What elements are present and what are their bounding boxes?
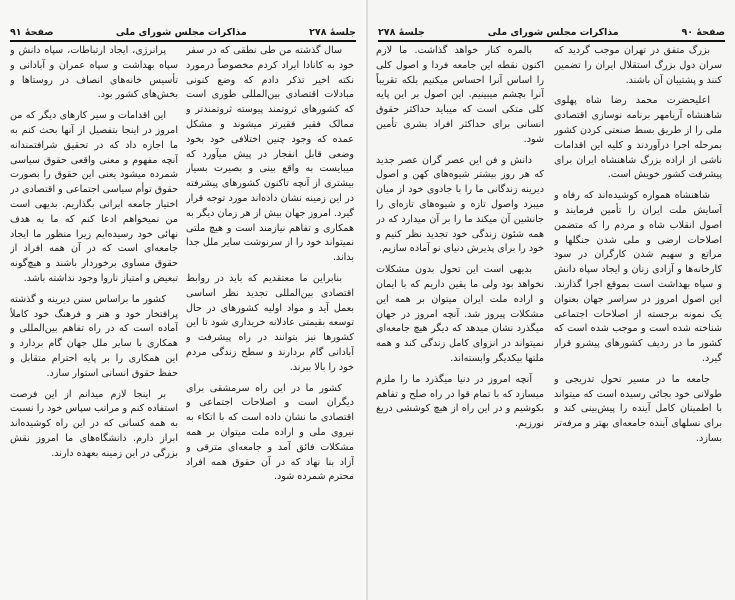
paragraph: کشور ما براساس سنن دیرینه و گذشته پرافتخار خود و هنر و فرهنگ خود کاملاً آماده است که در راه تفاهم بین‌المللی و همکاری با سایر ملل جهان گام بردارد و این همکاری را بر پایه احترام متقابل و حفظ حقوق انسانی استوار سازد. <box>10 293 178 379</box>
running-title: مذاکرات مجلس شورای ملی <box>115 27 247 38</box>
text-column-right <box>186 44 354 592</box>
left-page <box>0 0 366 600</box>
page-header <box>10 24 356 42</box>
page-number: صفحهٔ ۹۱ <box>10 27 54 38</box>
page-number: صفحهٔ ۹۰ <box>681 27 725 38</box>
session-number: جلسهٔ ۲۷۸ <box>309 27 356 38</box>
paragraph: این اقدامات و سیر کارهای دیگر که من امروز در اینجا بتفصیل از آنها بحث کنم به ما اجازه داد که در تحقیق شرافتمندانه آنچه مفهوم و معنی واقعی حقوق سیاسی شمرده میشود یعنی این حقوق را بصورت حقوق توأم سیاسی اجتماعی و اقتصادی در اختیار جامعه ایرانی بگذاریم. بدیهی است من نمیخواهم ادعا کنم که ما به هدف نهائی خود رسیده‌ایم زیرا منظور ما ایجاد جامعه‌ای است که در آن همه افراد از حقوق مساوی برخوردار باشند و هیچ‌گونه تبعیض و امتیاز ناروا وجود نداشته باشد. <box>10 110 178 284</box>
paragraph: اعلیحضرت محمد رضا شاه پهلوی شاهنشاه آریامهر برنامه نوسازی اقتصادی ملی را از طریق بسط صنعتی کردن کشور بمرحله اجرا درآوردند و کلیه این اقدامات ناشی از اراده بزرگ شاهنشاه ایران برای پیشرفت کشور خویش است. <box>554 95 722 181</box>
paragraph: کشور ما در این راه سرمشقی برای دیگران است و اصلاحات اجتماعی و اقتصادی ما نشان داده است که با اتکاء به نیروی ملی و اراده ملت میتوان بر همه مشکلات فائق آمد و جامعه‌ای مترقی و آزاد بنا نهاد که در آن حقوق همه افراد محترم شمرده شود. <box>186 382 354 483</box>
session-number: جلسهٔ ۲۷۸ <box>378 27 425 38</box>
text-column-left <box>10 44 178 592</box>
paragraph: شاهنشاه همواره کوشیده‌اند که رفاه و آسایش ملت ایران را تأمین فرمایند و اصول انقلاب شاه و مردم را که متضمن اصلاحات ارضی و ملی شدن جنگلها و مراتع و سهیم شدن کارگران در سود کارخانه‌ها و آزادی زنان و ایجاد سپاه دانش و سپاه بهداشت است بموقع اجرا گذارند. این اصول امروز در سراسر جهان بعنوان یک نمونه برجسته از اصلاحات اجتماعی شناخته شده است و موجب شده است که کشور ما در ردیف کشورهای پیشرو قرار گیرد. <box>554 190 722 364</box>
paragraph: بنابراین ما معتقدیم که باید در روابط اقتصادی بین‌المللی تجدید نظر اساسی بعمل آید و مواد اولیه کشورهای در حال توسعه بقیمتی عادلانه خریداری شود تا این کشورها نیز بتوانند در راه پیشرفت و آبادانی گام بردارند و سطح زندگی مردم خود را بالا ببرند. <box>186 272 354 373</box>
paragraph: بدیهی است این تحول بدون مشکلات نخواهد بود ولی ما یقین داریم که با ایمان و اراده ملت ایران میتوان بر همه این مشکلات پیروز شد. آنچه امروز در جهان میگذرد نشان میدهد که دیگر هیچ جامعه‌ای نمیتواند در انزوای کامل زندگی کند و همه ملتها بیکدیگر وابسته‌اند. <box>376 264 544 364</box>
page-header <box>378 24 725 42</box>
paragraph: دانش و فن این عصر گران عصر جدید که هر روز بیشتر شیوه‌های کهن و اصول دیرینه زندگانی ما را با جادوی خود از میان میبرد واصول تازه و شیوه‌های تازه‌ای را جانشین آن میکند ما را بر آن میدارد که در همه شئون زندگی خود تجدید نظر کنیم و خود را برای پذیرش دنیای نو آماده سازیم. <box>376 154 544 255</box>
paragraph: پرانرژی، ایجاد ارتباطات، سپاه دانش و سپاه بهداشت و سپاه عمران و آبادانی و تأسیس خانه‌های انصاف در روستاها و بخش‌های کشور بود. <box>10 45 178 101</box>
running-title: مذاکرات مجلس شورای ملی <box>487 27 619 38</box>
text-column-right <box>554 44 722 592</box>
paragraph: سال گذشته من طی نطقی که در سفر خود به کانادا ایراد کردم مخصوصاً درمورد نکته اخیر تذکر دادم که وضع کنونی مبادلات اقتصادی بین‌المللی طوری است که کشورهای ثروتمند پیوسته ثروتمندتر و ممالک فقیر فقیرتر میشوند و مشکل عمده که وجود چنین اختلافی خود بخود وضعی قابل انفجار در پیش میآورد که میبایست به واقع بینی و بصیرت بسیار بیشتری از آنچه تاکنون کشورهای پیشرفته در این زمینه نشان داده‌اند مورد توجه قرار گیرد. امروز جهان بیش از هر زمان دیگر به همکاری و تفاهم نیازمند است و هیچ ملتی نمیتواند خود را از سرنوشت سایر ملل جدا بداند. <box>186 45 354 264</box>
paragraph: آنچه امروز در دنیا میگذرد ما را ملزم میسازد که با تمام قوا در راه صلح و تفاهم بکوشیم و در این راه از هیچ کوششی دریغ نورزیم. <box>376 373 544 430</box>
paragraph: بزرگ متفق در تهران موجب گردید که سران دول بزرگ استقلال ایران را تضمین کنند و پشتیبان آن باشند. <box>554 45 722 86</box>
text-column-left <box>376 44 544 592</box>
right-page <box>368 0 735 600</box>
paragraph: بر اینجا لازم میدانم از این فرصت استفاده کنم و مراتب سپاس خود را نسبت به همه کسانی که در این راه کوشیده‌اند ابراز دارم. دانشگاه‌های ما امروز نقش بزرگی در این زمینه بعهده دارند. <box>10 388 178 459</box>
paragraph: بالمره کنار خواهد گذاشت. ما لازم اکنون نقطه این جامعه فردا و اصول کلی را اساس آنرا احساس میکنیم بلکه تقریباً آنرا بچشم میبینیم. این اصول بر این پایه کلی متکی است که میباید حداکثر حقوق انسانی برای حداکثر افراد بشری تأمین شود. <box>376 45 544 145</box>
paragraph: جامعه ما در مسیر تحول تدریجی و طولانی خود بجائی رسیده است که میتواند با اطمینان کامل آینده را پیش‌بینی کند و برای نسلهای آینده جامعه‌ای بهتر و مرفه‌تر بسازد. <box>554 373 722 444</box>
